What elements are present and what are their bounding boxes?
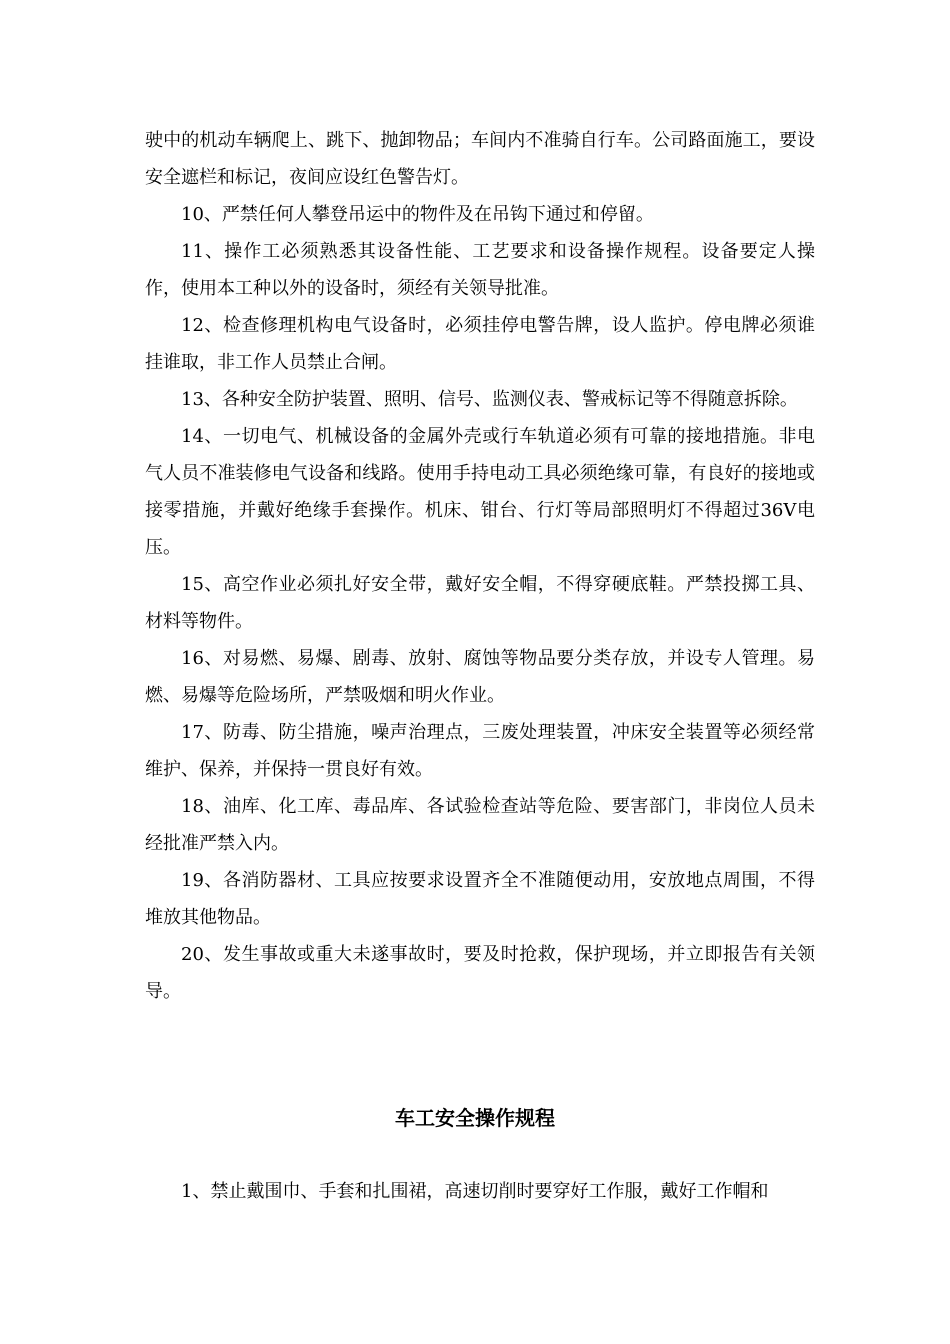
rules-body [145,122,815,1010]
rule-19: 19、各消防器材、工具应按要求设置齐全不准随便动用，安放地点周围，不得堆放其他物品。 [145,870,815,928]
rule-18: 18、油库、化工库、毒品库、各试验检查站等危险、要害部门，非岗位人员未经批准严禁入内。 [145,796,815,854]
rule-13: 13、各种安全防护装置、照明、信号、监测仪表、警戒标记等不得随意拆除。 [181,389,798,410]
paragraph-continuation: 驶中的机动车辆爬上、跳下、抛卸物品；车间内不准骑自行车。公司路面施工，要设安全遮栏和标记，夜间应设红色警告灯。 [145,130,815,188]
rule-20: 20、发生事故或重大未遂事故时，要及时抢救，保护现场，并立即报告有关领导。 [145,944,815,1002]
section-body [145,1173,815,1210]
rule-10: 10、严禁任何人攀登吊运中的物件及在吊钩下通过和停留。 [181,204,654,225]
rule-12: 12、检查修理机构电气设备时，必须挂停电警告牌，设人监护。停电牌必须谁挂谁取，非工作人员禁止合闸。 [145,315,815,373]
rule-16: 16、对易燃、易爆、剧毒、放射、腐蚀等物品要分类存放，并设专人管理。易燃、易爆等危险场所，严禁吸烟和明火作业。 [145,648,815,706]
section-title: 车工安全操作规程 [395,1106,555,1130]
rule-17: 17、防毒、防尘措施，噪声治理点，三废处理装置，冲床安全装置等必须经常维护、保养，并保持一贯良好有效。 [145,722,815,780]
rule-14: 14、一切电气、机械设备的金属外壳或行车轨道必须有可靠的接地措施。非电气人员不准装修电气设备和线路。使用手持电动工具必须绝缘可靠，有良好的接地或接零措施，并戴好绝缘手套操作。机床、钳台、行灯等局部照明灯不得超过36V电压。 [145,426,815,558]
section-rule-1: 1、禁止戴围巾、手套和扎围裙，高速切削时要穿好工作服，戴好工作帽和 [181,1181,769,1202]
rule-11: 11、操作工必须熟悉其设备性能、工艺要求和设备操作规程。设备要定人操作，使用本工种以外的设备时，须经有关领导批准。 [145,241,815,299]
rule-15: 15、高空作业必须扎好安全带，戴好安全帽，不得穿硬底鞋。严禁投掷工具、材料等物件。 [145,574,815,632]
